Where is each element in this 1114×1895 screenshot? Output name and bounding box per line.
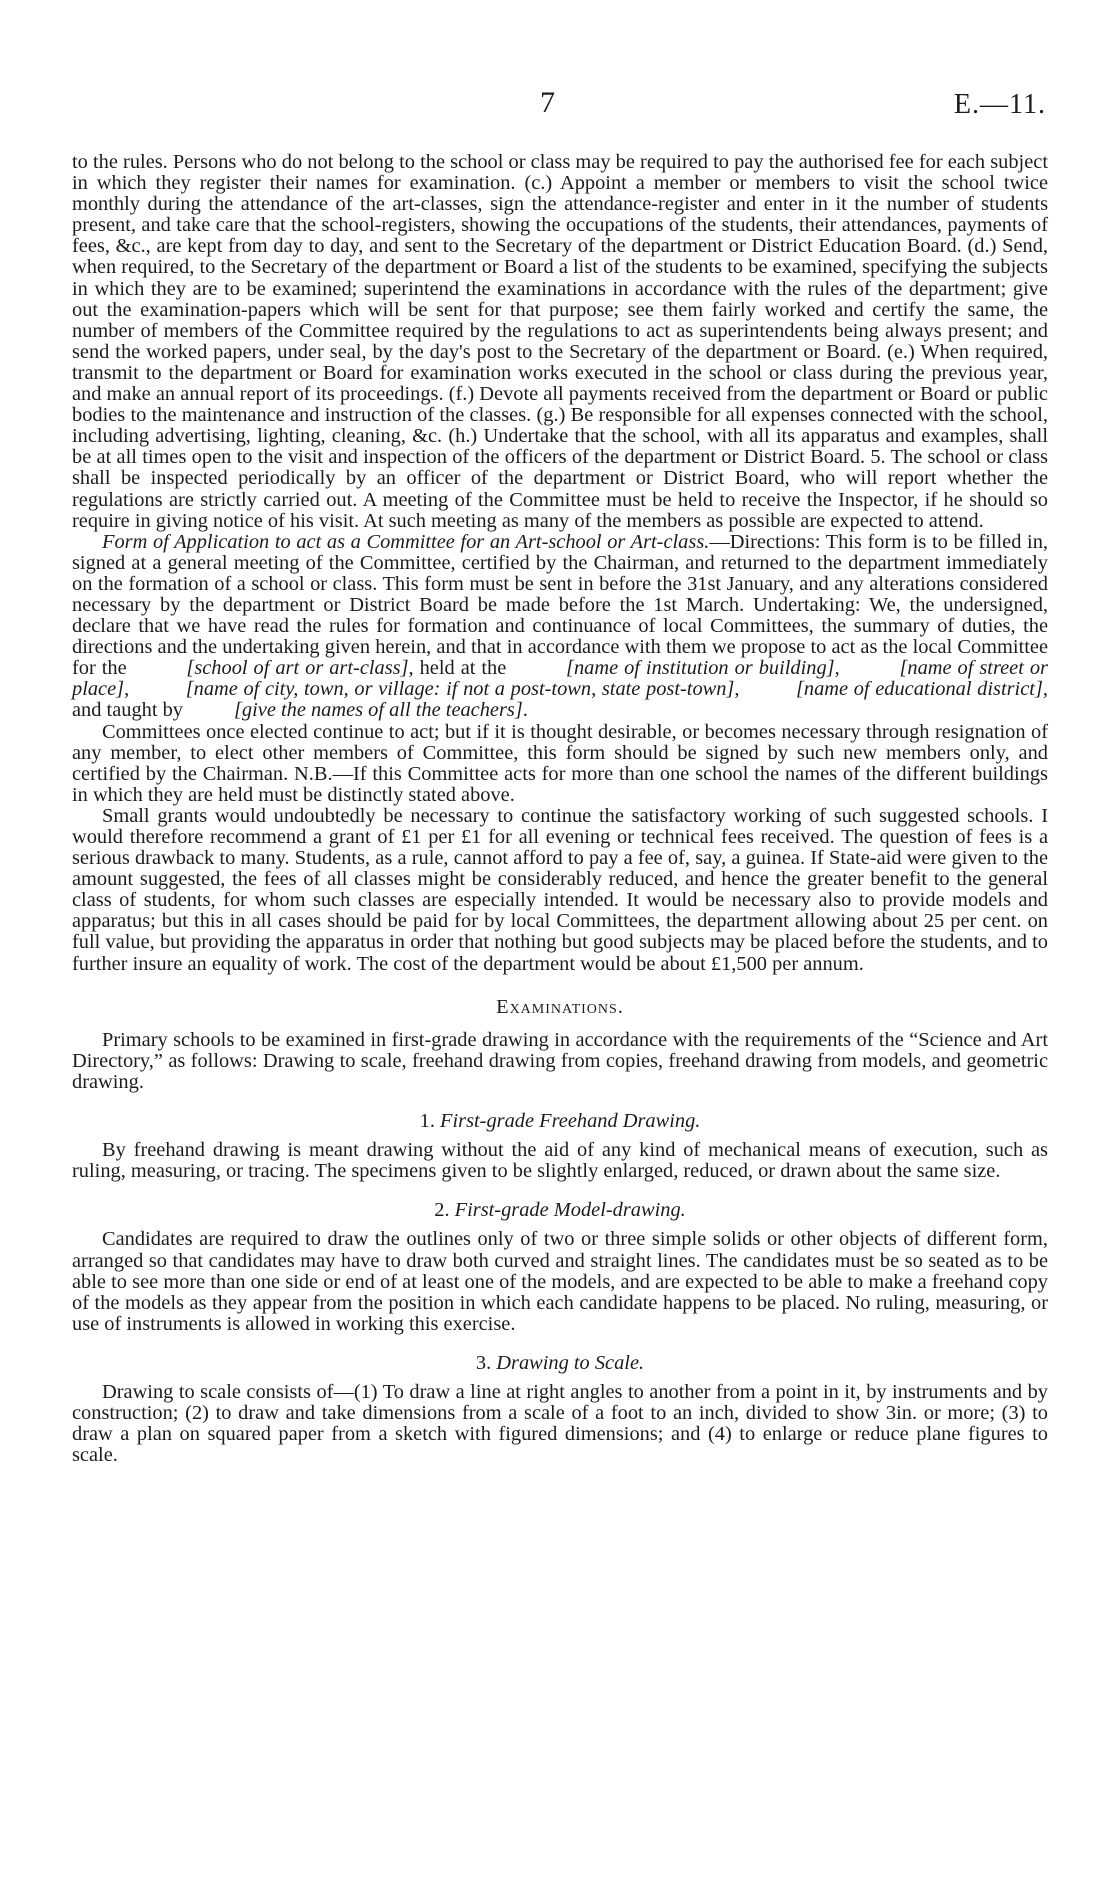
paragraph-grants: Small grants would undoubtedly be necessary to continue the satisfactory working of such suggested schools. I would therefore recommend a grant of £1 per £1 for all evening or technical fees received. The question of fees is a serious drawback to many. Students, as a rule, cannot afford to pay a fee of, say, a guinea. If State-aid were given to the amount suggested, the fees of all classes might be considerably reduced, and hence the greater benefit to the general class of students, for whom such classes are especially intended. It would be necessary also to provide models and apparatus; but this in all cases should be paid for by local Committees, the department allowing about 25 per cent. on full value, but providing the apparatus in order that nothing but good subjects may be placed before the students, and to further insure an equality of work. The cost of the department would be about £1,500 per annum. [72, 804, 1048, 975]
section-heading-freehand: 1. First-grade Freehand Drawing. [419, 1110, 701, 1133]
section-heading-drawing-to-scale: 3. Drawing to Scale. [475, 1351, 645, 1374]
document-reference: E.—11. [953, 89, 1046, 120]
paragraph-rules: to the rules. Persons who do not belong to the school or class may be required to pay the authorised fee for each subject in which they register their names for examination. (c.) Appoint a member or members to visit the school twice monthly during the attendance of the art-classes, sign the attendance-register and enter in it the number of students present, and take care that the school-registers, showing the occupations of the students, their attendances, payments of fees, &c., are kept from day to day, and sent to the Secretary of the department or District Education Board. (d.) Send, when required, to the Secretary of the department or Board a list of the students to be examined, specifying the subjects in which they are to be examined; superintend the examinations in accordance with the rules of the department; give out the examination-papers which will be sent for that purpose; see them fairly worked and certify the same, the number of members of the Committee required by the regulations to act as superintendents being always present; and send the worked papers, under seal, by the day's post to the Secretary of the department or Board. (e.) When required, transmit to the department or Board for examination works executed in the school or class during the previous year, and make an annual report of its proceedings. (f.) Devote all payments received from the department or Board or public bodies to the maintenance and instruction of the classes. (g.) Be responsible for all expenses connected with the school, including advertising, lighting, cleaning, &c. (h.) Undertake that the school, with all its apparatus and examples, shall be at all times open to the visit and inspection of the officers of the department or District Board. 5. The school or class shall be inspected periodically by an officer of the department or District Board, who will report whether the regulations are strictly carried out. A meeting of the Committee must be held to receive the Inspector, if he should so require in giving notice of his visit. At such meeting as many of the members as possible are expected to attend. [72, 151, 1048, 532]
section-text-freehand: By freehand drawing is meant drawing without the aid of any kind of mechanical means of execution, such as ruling, measuring, or tracing. The specimens given to be slightly enlarged, reduced, or drawn about the same size. [72, 1139, 1048, 1183]
form-title: Form of Application to act as a Committee for an Art-school or Art-class. [102, 530, 710, 553]
examinations-intro: Primary schools to be examined in first-grade drawing in accordance with the requirements of the “Science and Art Directory,” as follows: Drawing to scale, freehand drawing from copies, freehand drawing from models, and geometric drawing. [72, 1028, 1048, 1093]
document-body [72, 86, 1048, 1467]
section-text-drawing-to-scale: Drawing to scale consists of—(1) To draw a line at right angles to another from a point in it, by instruments and by construction; (2) to draw and take dimensions from a scale of a foot to an inch, divided to show 3in. or more; (3) to draw a plan on squared paper from a sketch with figured dimensions; and (4) to enlarge or reduce plane figures to scale. [72, 1380, 1048, 1467]
section-heading-model-drawing: 2. First-grade Model-drawing. [434, 1199, 686, 1222]
examinations-heading: Examinations. [496, 995, 624, 1018]
paragraph-committees: Committees once elected continue to act; but if it is thought desirable, or becomes necessary through resignation of any member, to elect other members of Committee, this form should be signed by such new members only, and certified by the Chairman. N.B.—If this Committee acts for more than one school the names of the different buildings in which they are held must be distinctly stated above. [72, 720, 1048, 806]
page-number: 7 [540, 86, 555, 119]
paragraph-application-form: Form of Application to act as a Committee for an Art-school or Art-class.—Directions: This form is to be filled in, signed at a general meeting of the Committee, certified by the Chairman, and returned to the department immediately on the formation of a school or class. This form must be sent in before the 31st January, and any alterations considered necessary by the department or District Board be made before the 1st March. Undertaking: We, the undersigned, declare that we have read the rules for formation and continuance of local Committees, the summary of duties, the directions and the undertaking given herein, and that in accordance with them we propose to act as the local Committee for the [school of art or art-class], held at the [name of institution or building], [name of street or place], [name of city, town, or village: if not a post-town, state post-town], [name of educational district], and taught by [give the names of all the teachers]. [72, 530, 1048, 722]
section-text-model-drawing: Candidates are required to draw the outlines only of two or three simple solids or other objects of different form, arranged so that candidates may have to draw both curved and straight lines. The candidates must be so seated as to be able to see more than one side or end of at least one of the models, and are expected to be able to make a freehand copy of the models as they appear from the position in which each candidate happens to be placed. No ruling, measuring, or use of instruments is allowed in working this exercise. [72, 1228, 1048, 1335]
